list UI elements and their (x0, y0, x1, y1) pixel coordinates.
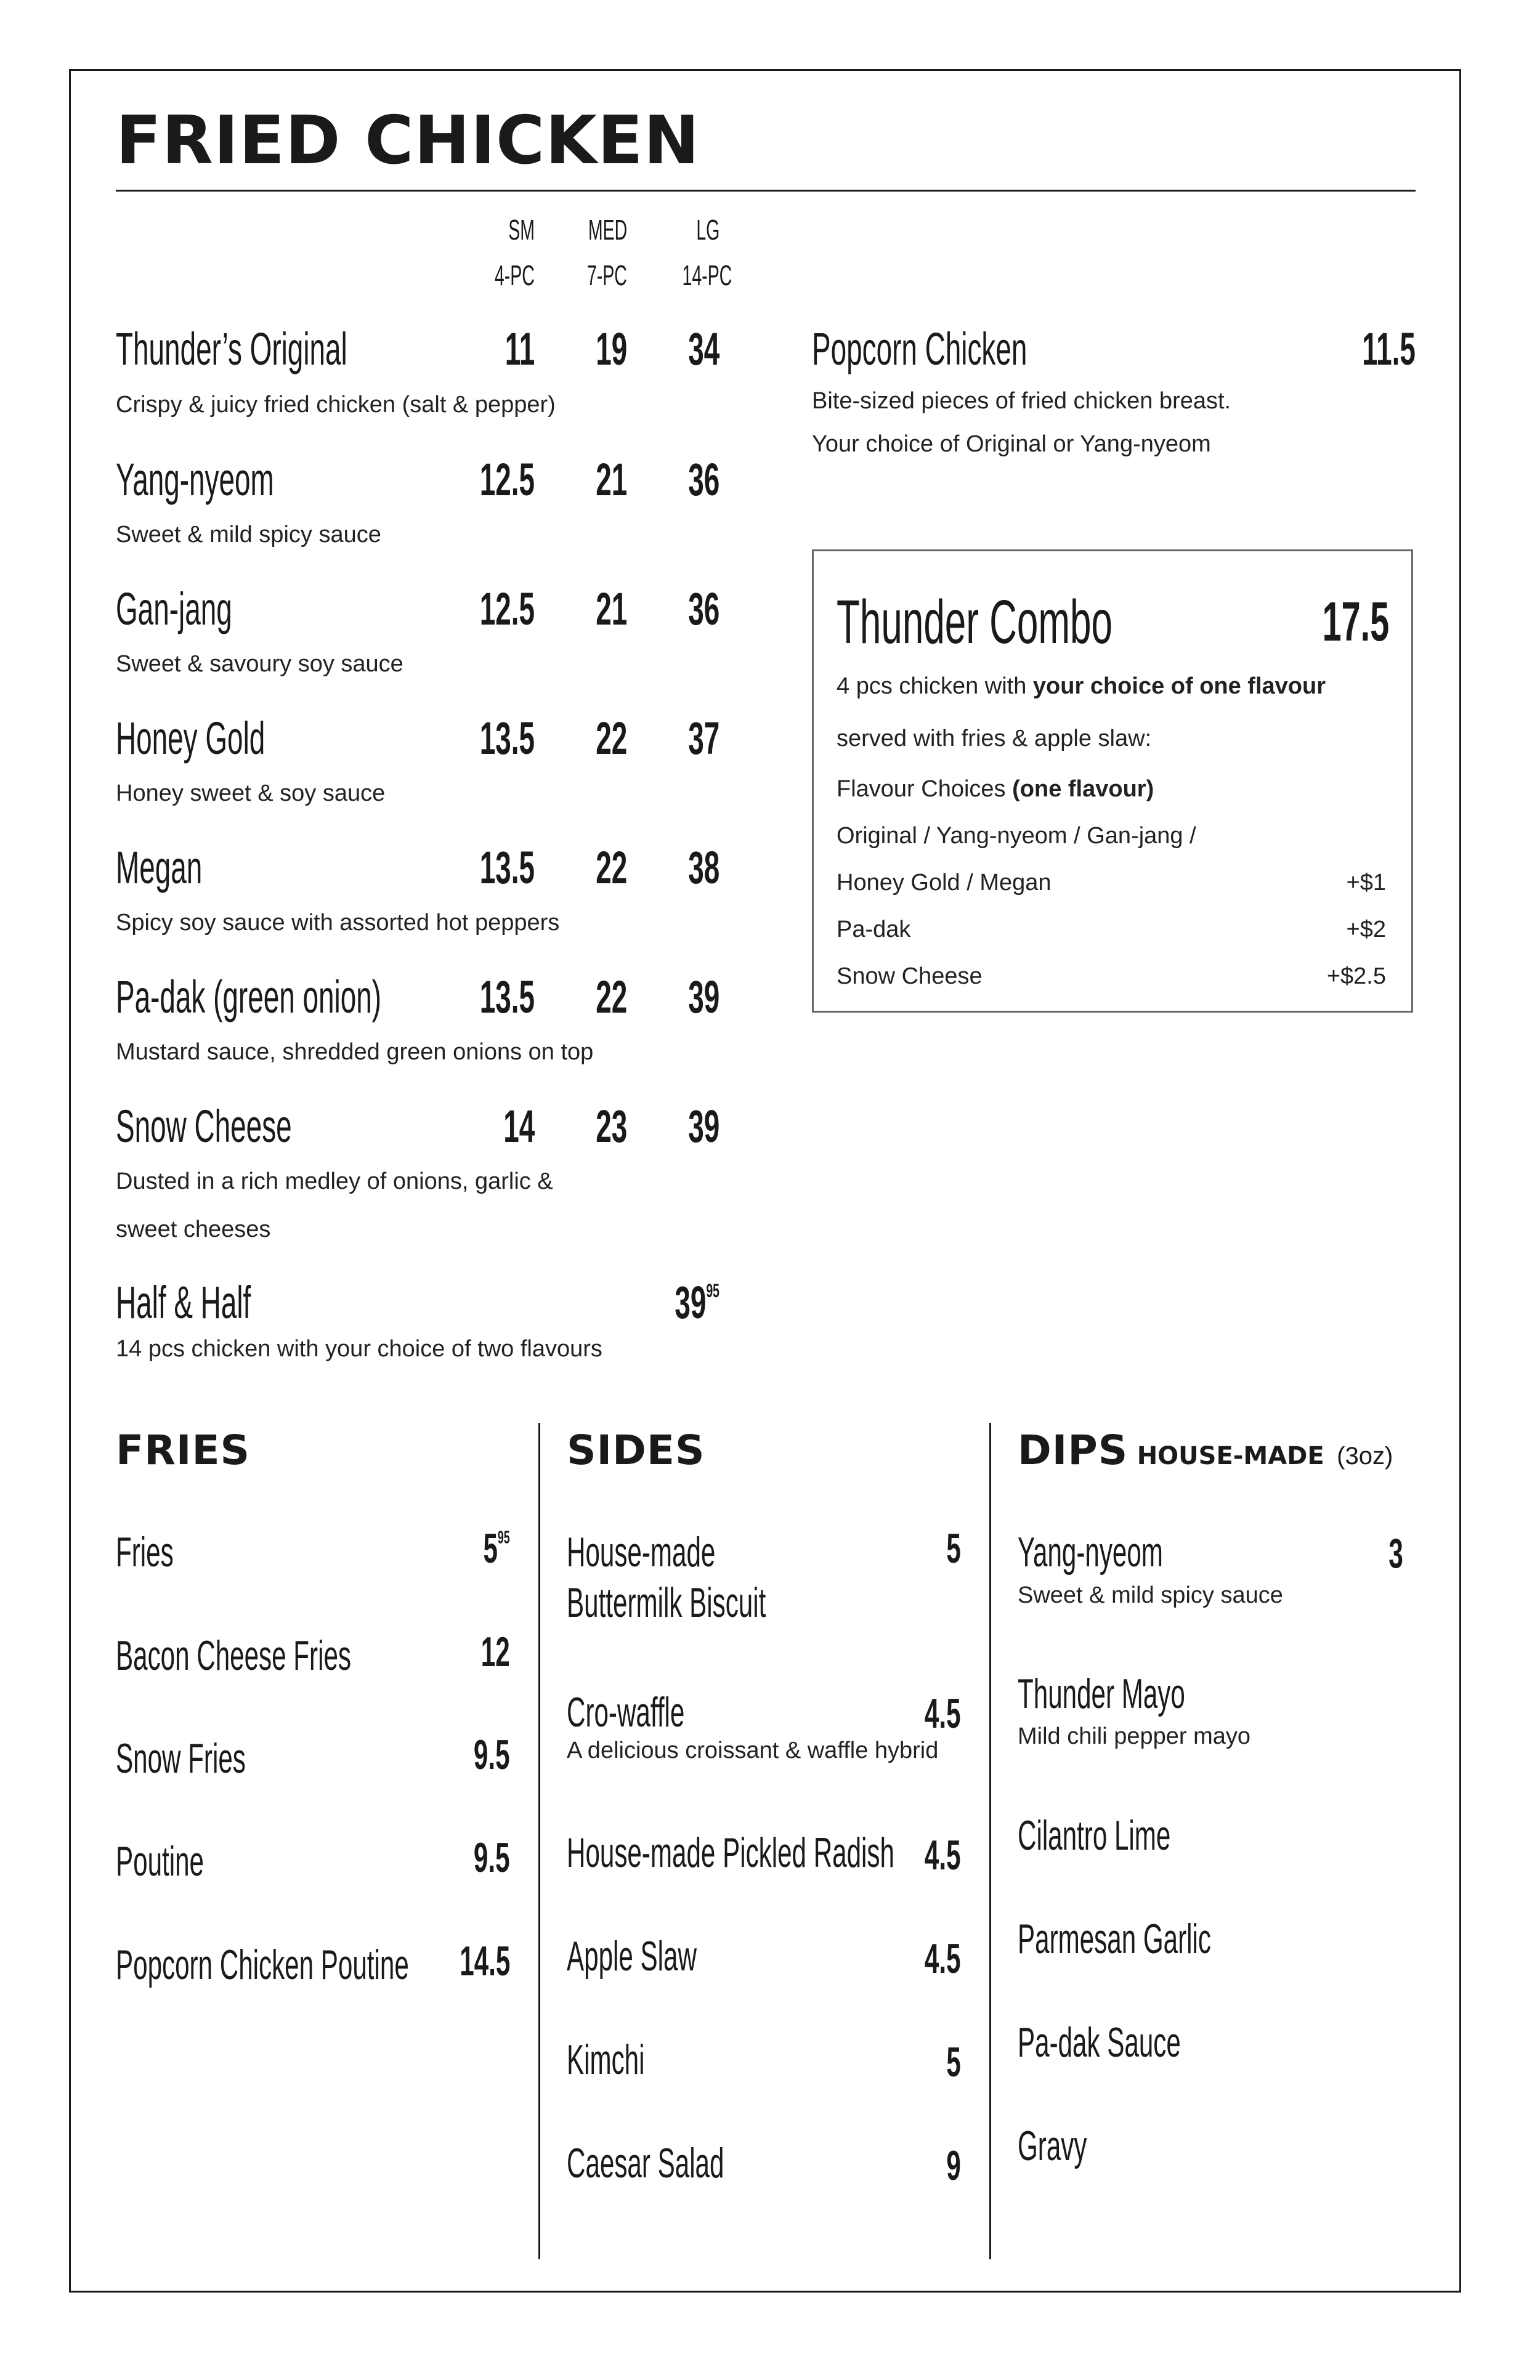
list-item-name: Kimchi (567, 2036, 645, 2083)
price-med: 19 (595, 323, 627, 374)
sides-heading: SIDES (567, 1427, 705, 1474)
column-divider (538, 1423, 540, 2259)
item-name: Snow Cheese (116, 1101, 292, 1152)
list-item-price: 9.5 (474, 1731, 510, 1778)
list-item-price: 9 (946, 2142, 961, 2189)
combo-option: Pa-dak (837, 917, 911, 942)
price-lg: 36 (687, 454, 719, 505)
list-item-price: 9.5 (474, 1834, 510, 1881)
item-name: Honey Gold (116, 713, 265, 764)
price-med: 22 (595, 842, 627, 893)
price-lg: 38 (687, 842, 719, 893)
combo-option: Snow Cheese (837, 963, 983, 989)
dips-price: 3 (1388, 1530, 1403, 1577)
list-item-name: Caesar Salad (567, 2140, 724, 2187)
item-description: Crispy & juicy fried chicken (salt & pepper) (116, 392, 556, 418)
item-description: Sweet & mild spicy sauce (116, 522, 381, 548)
list-item-name: Thunder Mayo (1018, 1670, 1185, 1717)
combo-flavour-label: Flavour Choices (one flavour) (837, 776, 1154, 802)
price-lg: $39^{95}$ (675, 1277, 719, 1328)
list-item-name: Yang-nyeom (1018, 1529, 1163, 1576)
list-item-name: Apple Slaw (567, 1933, 697, 1980)
list-item-description: A delicious croissant & waffle hybrid (567, 1738, 939, 1763)
price-lg: 34 (687, 323, 719, 374)
item-name: Thunder’s Original (116, 323, 347, 374)
item-description-cont: sweet cheeses (116, 1216, 271, 1242)
dips-heading: DIPS (1018, 1427, 1129, 1474)
dips-quantity: (3oz) (1337, 1443, 1393, 1470)
item-name: Megan (116, 842, 203, 893)
price-sm: 12.5 (479, 583, 535, 634)
list-item-price: 12 (481, 1629, 510, 1675)
price-sm: 11 (505, 323, 535, 374)
list-item-description: Mild chili pepper mayo (1018, 1723, 1251, 1749)
item-description: Bite-sized pieces of fried chicken breast. (812, 388, 1231, 414)
combo-line-2: served with fries & apple slaw: (837, 726, 1152, 751)
list-item-name: Pa-dak Sauce (1018, 2019, 1181, 2066)
item-price: 11.5 (1362, 323, 1416, 374)
price-med: 23 (595, 1101, 627, 1152)
list-item-price: $5^{95}$ (483, 1525, 510, 1572)
combo-price: 17.5 (1322, 591, 1389, 653)
list-item-name: House-made Pickled Radish (567, 1829, 894, 1876)
combo-name: Thunder Combo (837, 588, 1113, 657)
price-med: 22 (595, 713, 627, 764)
list-item-price: 4.5 (925, 1832, 961, 1879)
item-description: Sweet & savoury soy sauce (116, 651, 403, 677)
item-name: Pa-dak (green onion) (116, 971, 382, 1022)
size-header-sm-pieces: 4-PC (495, 259, 535, 291)
price-sm: 14 (503, 1101, 535, 1152)
price-med: 21 (595, 583, 627, 634)
dips-heading-row (1018, 1427, 1393, 1474)
combo-option: Original / Yang-nyeom / Gan-jang / (837, 823, 1196, 849)
list-item-name: House-made (567, 1529, 716, 1576)
list-item-name-cont: Buttermilk Biscuit (567, 1579, 766, 1626)
size-header-sm: SM (508, 214, 535, 246)
list-item-name: Parmesan Garlic (1018, 1916, 1211, 1962)
item-name: Yang-nyeom (116, 454, 274, 505)
item-description-cont: Your choice of Original or Yang-nyeom (812, 431, 1211, 457)
combo-option: Honey Gold / Megan (837, 870, 1052, 896)
list-item-price: 14.5 (459, 1938, 510, 1985)
price-sm: 13.5 (479, 713, 535, 764)
list-item-name: Popcorn Chicken Poutine (116, 1941, 409, 1988)
combo-option-surcharge: +$2.5 (1326, 963, 1386, 989)
dips-subheading: HOUSE-MADE (1137, 1442, 1324, 1470)
price-med: 22 (595, 971, 627, 1022)
list-item-name: Bacon Cheese Fries (116, 1632, 351, 1679)
title-divider (116, 190, 1416, 192)
combo-option-surcharge: +$2 (1346, 917, 1386, 942)
list-item-name: Fries (116, 1529, 174, 1576)
list-item-description: Sweet & mild spicy sauce (1018, 1582, 1283, 1608)
item-description: Mustard sauce, shredded green onions on top (116, 1039, 594, 1065)
size-header-lg-pieces: 14-PC (682, 259, 732, 291)
price-sm: 13.5 (479, 971, 535, 1022)
price-lg: 36 (687, 583, 719, 634)
price-lg: 39 (687, 1101, 719, 1152)
list-item-name: Poutine (116, 1838, 204, 1885)
combo-option-surcharge: +$1 (1346, 870, 1386, 896)
price-sm: 13.5 (479, 842, 535, 893)
item-description: Dusted in a rich medley of onions, garlic & (116, 1168, 553, 1194)
item-name: Gan-jang (116, 583, 232, 634)
price-lg: 39 (687, 971, 719, 1022)
list-item-name: Gravy (1018, 2123, 1087, 2169)
price-sm: 12.5 (479, 454, 535, 505)
price-lg: 37 (687, 713, 719, 764)
item-description: Honey sweet & soy sauce (116, 780, 386, 806)
list-item-name: Cilantro Lime (1018, 1812, 1171, 1859)
price-med: 21 (595, 454, 627, 505)
item-name: Half & Half (116, 1277, 251, 1328)
list-item-price: 4.5 (925, 1690, 961, 1737)
size-header-lg: LG (695, 214, 719, 246)
list-item-name: Cro-waffle (567, 1689, 685, 1736)
fries-heading: FRIES (116, 1427, 251, 1474)
size-header-med: MED (588, 214, 627, 246)
item-description: 14 pcs chicken with your choice of two flavours (116, 1336, 602, 1362)
menu-title: FRIED CHICKEN (116, 102, 700, 179)
item-description: Spicy soy sauce with assorted hot peppers (116, 910, 560, 936)
list-item-price: 4.5 (925, 1935, 961, 1982)
size-header-med-pieces: 7-PC (587, 259, 627, 291)
item-name: Popcorn Chicken (812, 323, 1027, 374)
list-item-name: Snow Fries (116, 1735, 246, 1782)
list-item-price: 5 (946, 2039, 961, 2086)
combo-line-1: 4 pcs chicken with your choice of one flavour (837, 673, 1326, 699)
list-item-price: 5 (946, 1525, 961, 1572)
